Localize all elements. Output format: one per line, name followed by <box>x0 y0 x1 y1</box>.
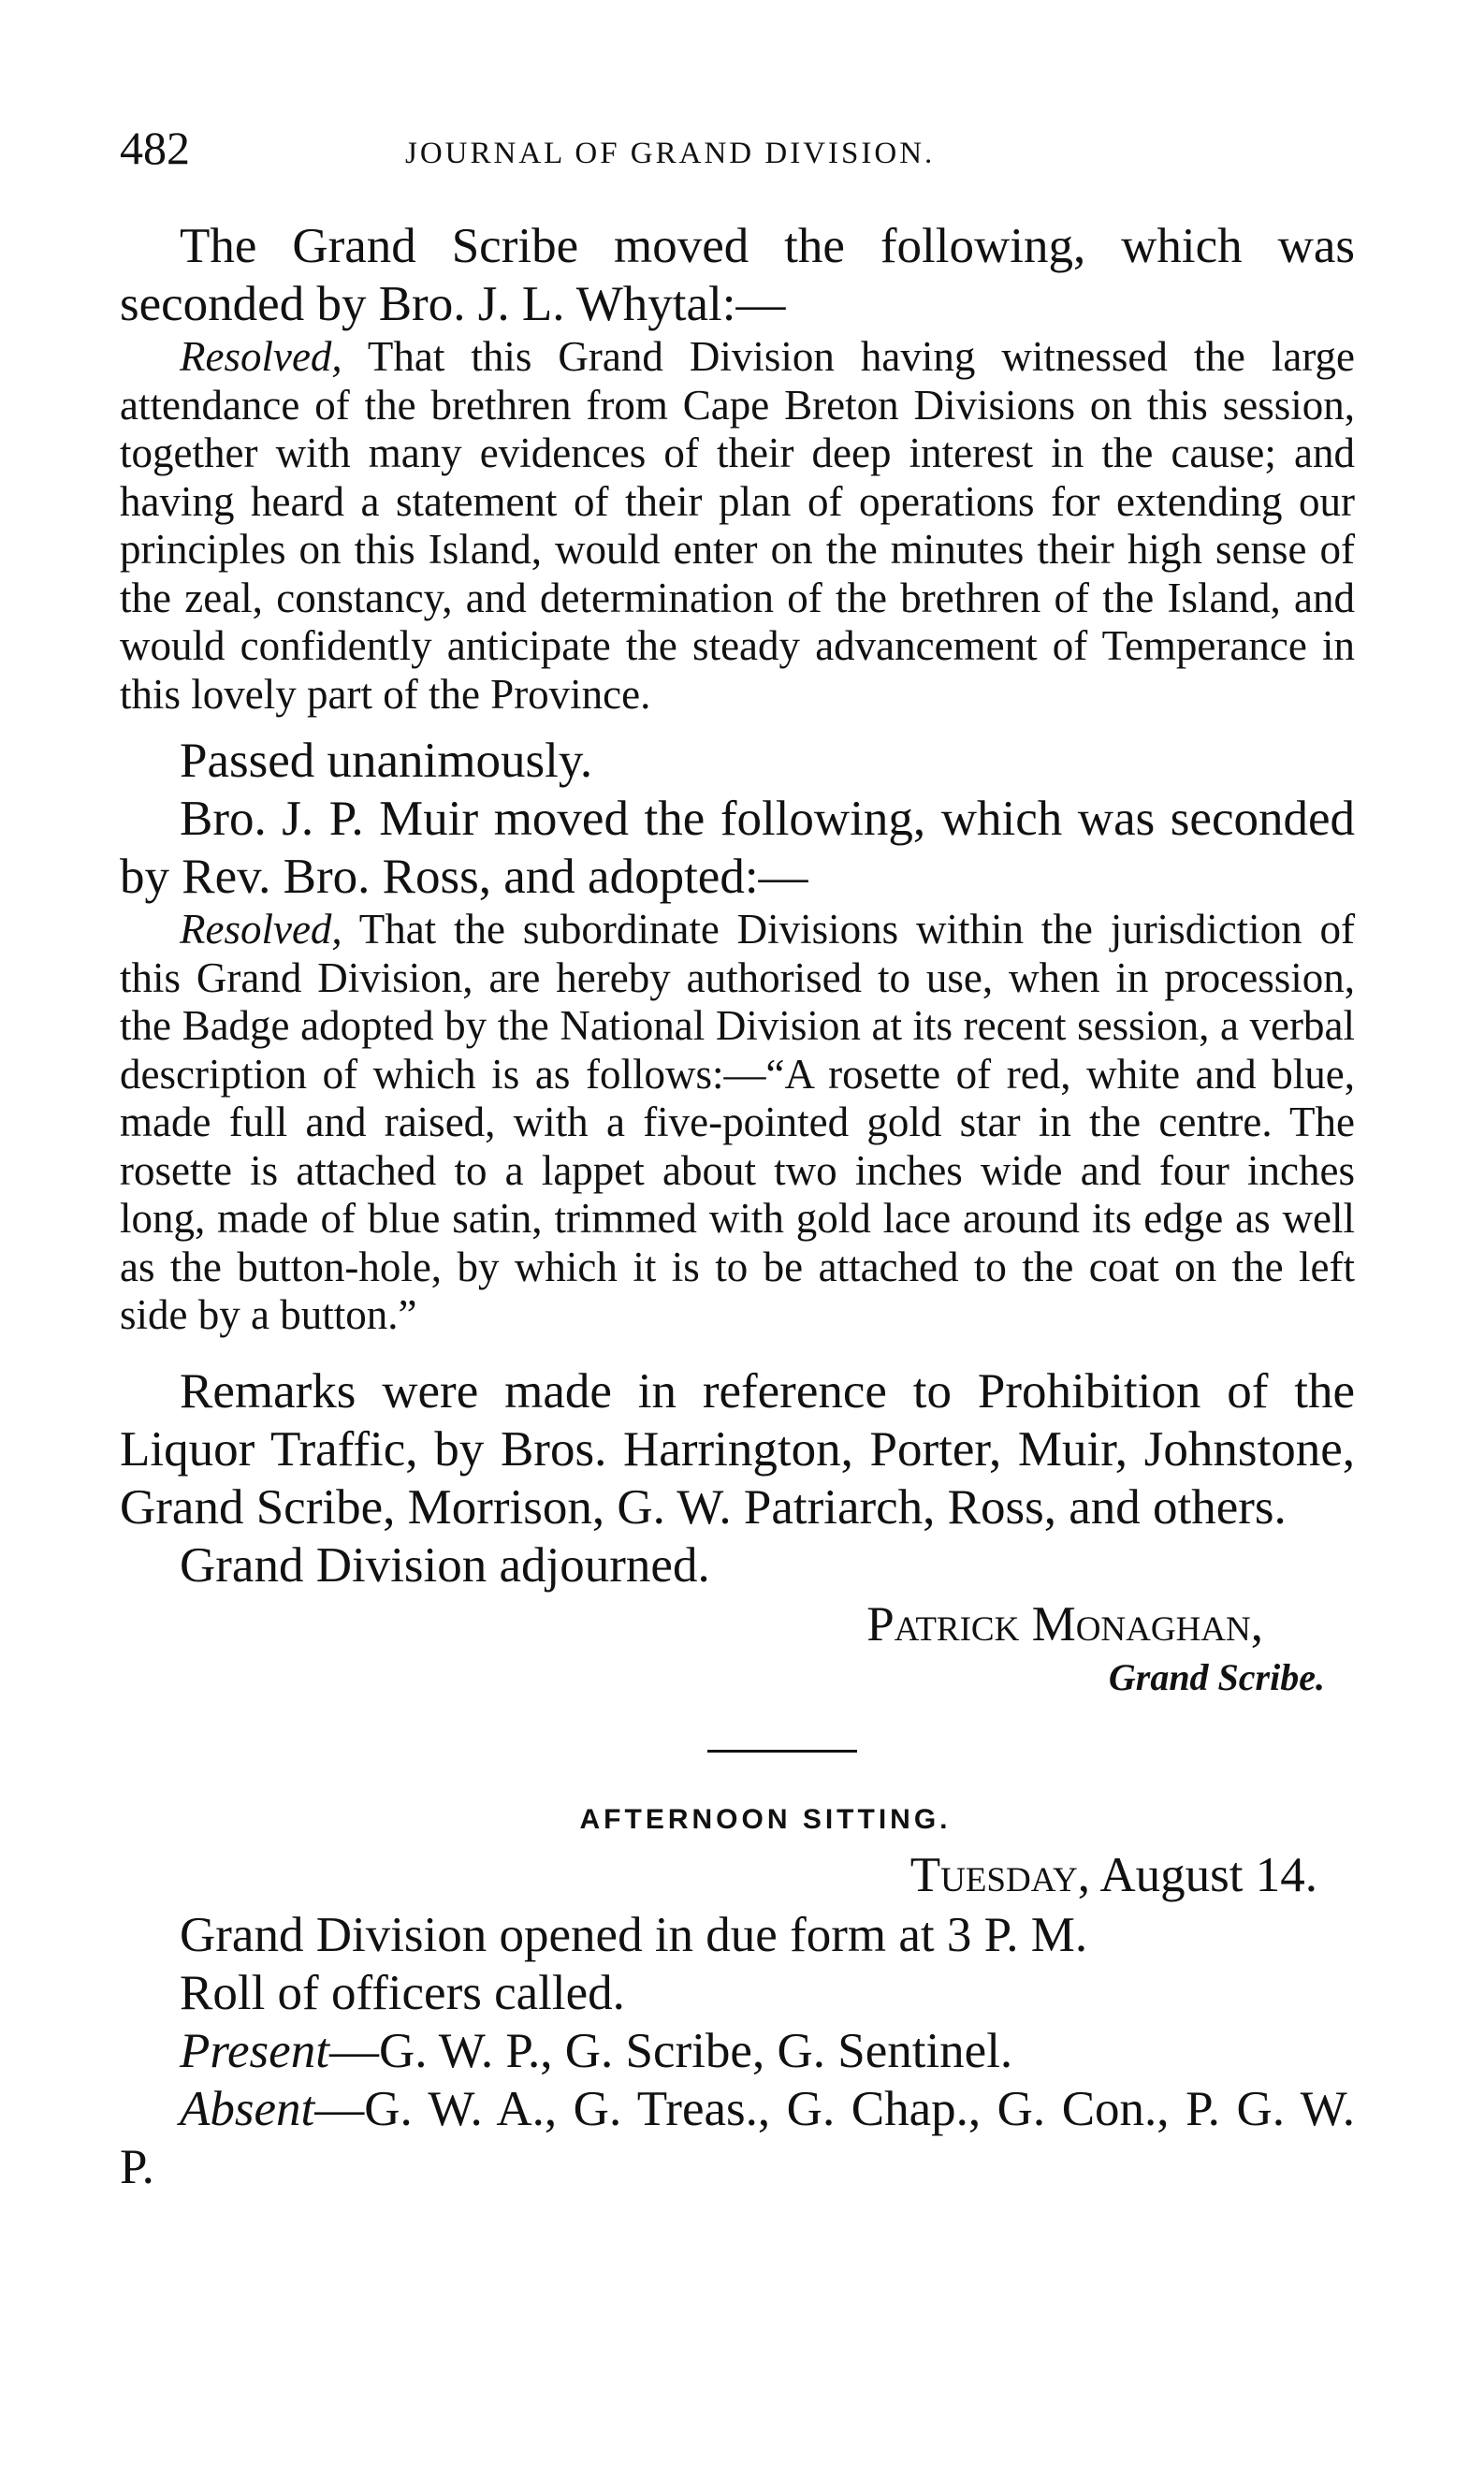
motion-2-resolved-label: Resolved, <box>180 906 342 953</box>
spacer <box>120 1340 1355 1362</box>
motion-1-intro: The Grand Scribe moved the following, which was seconded by Bro. J. L. Whytal:— <box>120 219 1355 331</box>
spacer <box>120 719 1355 732</box>
page-header <box>120 120 1355 185</box>
signature-name: Patrick Monaghan, <box>866 1596 1263 1652</box>
motion-1-resolution <box>120 333 1355 719</box>
sitting-date-text: August 14. <box>1099 1847 1317 1902</box>
present-label: Present <box>180 2023 329 2078</box>
adjourned-line: Grand Division adjourned. <box>180 1537 710 1593</box>
sitting-day: Tuesday, <box>909 1847 1091 1902</box>
motion-2-resolution <box>120 906 1355 1340</box>
motion-1-resolved-label: Resolved, <box>180 333 342 380</box>
motion-2-intro: Bro. J. P. Muir moved the following, which was seconded by Rev. Bro. Ross, and adopted:— <box>120 792 1355 904</box>
present-text: —G. W. P., G. Scribe, G. Sentinel. <box>328 2023 1013 2078</box>
signature-title: Grand Scribe. <box>1108 1655 1325 1698</box>
motion-1-result: Passed unanimously. <box>180 734 593 788</box>
sitting-date <box>120 1844 1355 1906</box>
absent-label: Absent <box>180 2081 315 2136</box>
roll-line: Roll of officers called. <box>180 1965 625 2020</box>
running-head: JOURNAL OF GRAND DIVISION. <box>405 137 936 170</box>
section-divider <box>707 1750 857 1753</box>
page-number: 482 <box>120 122 190 174</box>
remarks-paragraph: Remarks were made in reference to Prohibition of the Liquor Traffic, by Bros. Harrington, Porter, Muir, Johnstone, Grand Scribe, Morrison, G. W. Patriarch, Ross, and others. <box>120 1363 1355 1535</box>
absent-line <box>120 2080 1355 2196</box>
page-body <box>120 217 1355 2196</box>
absent-text: —G. W. A., G. Treas., G. Chap., G. Con., P. G. W. P. <box>120 2081 1355 2194</box>
motion-2-resolved-text: That the subordinate Divisions within the jurisdiction of this Grand Division, are hereby authorised to use, when in procession, the Badge adopted by the National Division at its recent session, a verbal description of which is as follows:—“A rosette of red, white and blue, made full and raised, with a five-pointed gold star in the centre. The rosette is attached to a lappet about two inches wide and four inches long, made of blue satin, trimmed with gold lace around its edge as well as the button-hole, by which it is to be attached to the coat on the left side by a button.” <box>120 906 1356 1338</box>
present-line <box>120 2022 1355 2080</box>
afternoon-sitting-heading: AFTERNOON SITTING. <box>579 1803 952 1835</box>
motion-1-resolved-text: That this Grand Division having witnessed the large attendance of the brethren from Cape Breton Divisions on this session, together with many evidences of their deep interest in the cause; and having heard a statement of their plan of operations for extending our principles on this Island, would enter on the minutes their high sense of the zeal, constancy, and determination of the brethren of the Island, and would confidently anticipate the steady advancement of Temperance in this lovely part of the Province. <box>120 333 1356 718</box>
opened-line: Grand Division opened in due form at 3 P. M. <box>180 1907 1088 1962</box>
